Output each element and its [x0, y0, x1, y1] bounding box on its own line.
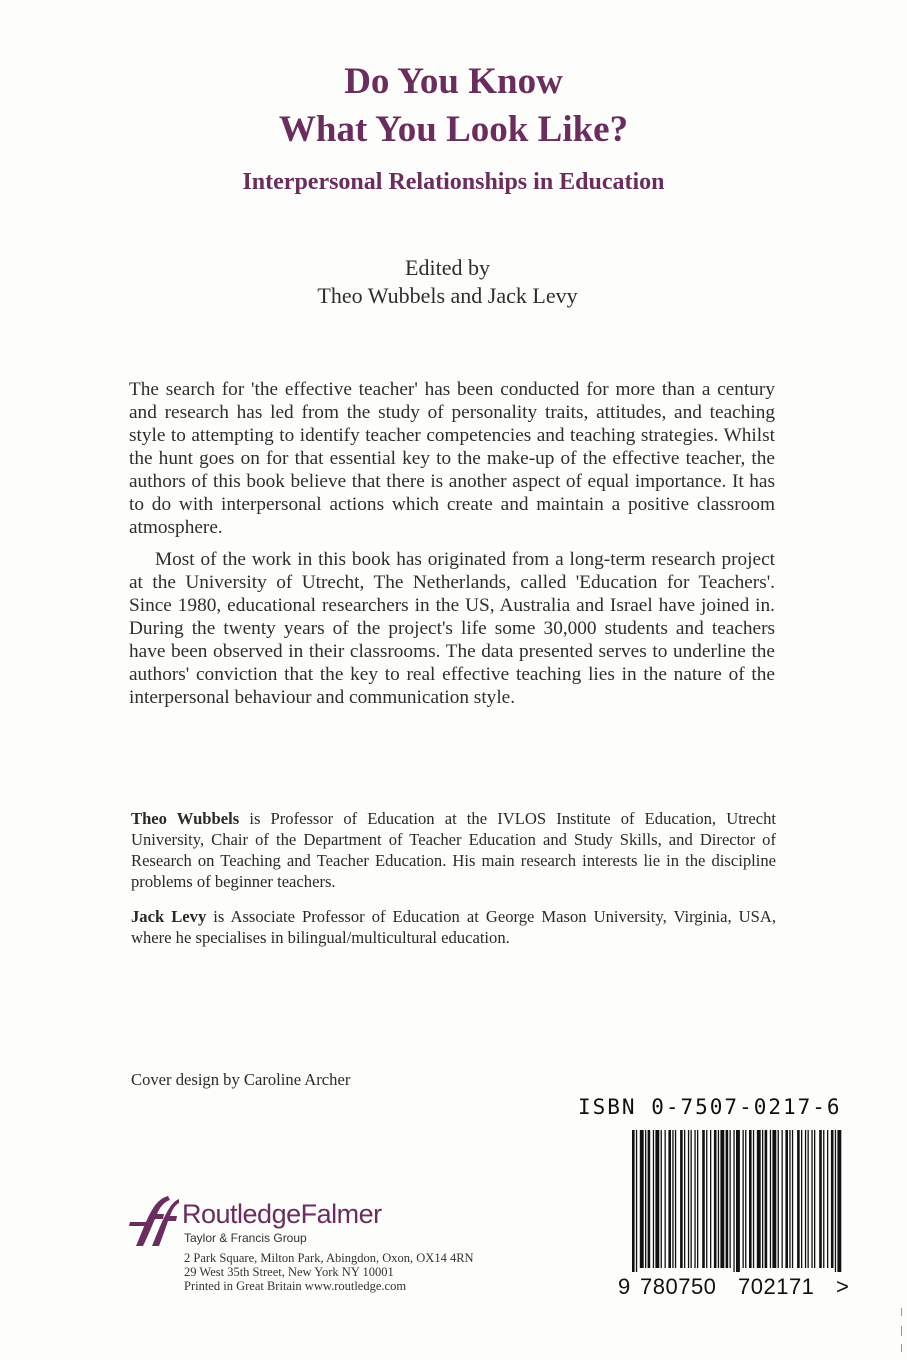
cover-design-credit: Cover design by Caroline Archer — [131, 1070, 351, 1089]
author-bio-text: is Associate Professor of Education at George Mason University, Virginia, USA, where he specialises in bilingual/multicultural education. — [131, 907, 776, 947]
title-line-2: What You Look Like? — [278, 109, 629, 150]
isbn-text: ISBN 0-7507-0217-6 — [578, 1095, 842, 1119]
author-name: Jack Levy — [131, 907, 207, 926]
subtitle: Interpersonal Relationships in Education — [242, 169, 665, 195]
barcode-left-digits: 780750 — [640, 1274, 717, 1299]
author-bio-wubbels — [131, 808, 776, 892]
editors-names: Theo Wubbels and Jack Levy — [317, 283, 578, 308]
publisher-name: RoutledgeFalmer — [182, 1199, 382, 1229]
blurb-paragraph-2: Most of the work in this book has originated from a long-term research project at the University of Utrecht, The Netherlands, called 'Education for Teachers'. Since 1980, educational researchers in the US, Australia and Israel have joined in. During the twenty years of the project's life some 30,000 students and teachers have been observed in their classrooms. The data presented serves to underline the authors' conviction that the key to real effective teaching lies in the nature of the interpersonal behaviour and communication style. — [129, 549, 775, 708]
trim-edge-marks — [897, 1300, 907, 1360]
barcode-right-digits: 702171 — [738, 1274, 815, 1299]
barcode-quiet-zone-arrow: > — [836, 1274, 849, 1299]
title-line-1: Do You Know — [344, 61, 563, 102]
barcode-lead-digit: 9 — [618, 1274, 631, 1299]
barcode-digits — [618, 1274, 868, 1300]
publisher-address-1: 2 Park Square, Milton Park, Abingdon, Oxon, OX14 4RN — [184, 1251, 474, 1265]
author-name: Theo Wubbels — [131, 809, 240, 828]
publisher-address-2: 29 West 35th Street, New York NY 10001 — [184, 1265, 394, 1279]
edited-by-label: Edited by — [405, 255, 490, 280]
author-bio-text: is Professor of Education at the IVLOS Institute of Education, Utrecht University, Chair of the Department of Teacher Education and Study Skills, and Director of Research on Teaching and Teacher Education. His main research interests lie in the discipline problems of beginner teachers. — [131, 809, 776, 891]
publisher-group: Taylor & Francis Group — [184, 1231, 307, 1245]
author-bio-levy — [131, 906, 776, 948]
barcode — [632, 1130, 844, 1272]
routledgefalmer-logo-icon — [128, 1192, 180, 1248]
blurb-paragraph-1: The search for 'the effective teacher' has been conducted for more than a century and research has led from the study of personality traits, attitudes, and teaching style to attempting to identify teacher competencies and teaching strategies. Whilst the hunt goes on for that essential key to the make-up of the effective teacher, the authors of this book believe that there is another aspect of equal importance. It has to do with interpersonal actions which create and maintain a positive classroom atmosphere. — [129, 379, 775, 538]
publisher-address-3: Printed in Great Britain www.routledge.com — [184, 1279, 407, 1293]
